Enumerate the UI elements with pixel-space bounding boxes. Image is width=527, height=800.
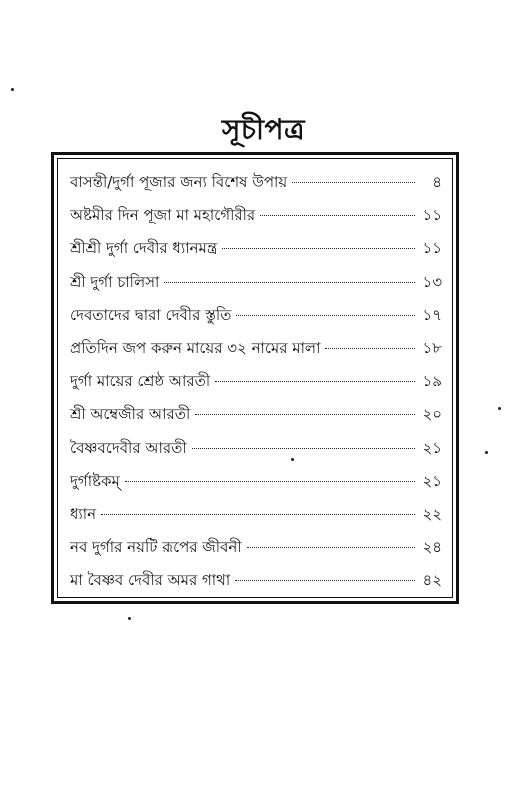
- dot-leader: [192, 448, 415, 449]
- toc-entry[interactable]: [70, 171, 442, 204]
- dot-leader: [164, 282, 415, 283]
- toc-entry-title: ধ্যান: [70, 504, 97, 523]
- toc-entry[interactable]: [70, 437, 442, 470]
- toc-entry-title: প্রতিদিন জপ করুন মায়ের ৩২ নামের মালা: [70, 338, 321, 357]
- toc-entry[interactable]: [70, 237, 442, 270]
- toc-entry-page: ২২: [422, 504, 442, 523]
- toc-entry-page: ১৮: [422, 338, 442, 357]
- dot-leader: [247, 547, 415, 548]
- toc-entry-page: ১১: [422, 206, 442, 225]
- dot-leader: [236, 315, 415, 316]
- dot-leader: [222, 248, 415, 249]
- toc-entry[interactable]: [70, 403, 442, 436]
- toc-entry[interactable]: [70, 304, 442, 337]
- toc-entry-title: শ্রী দুর্গা চালিসা: [70, 272, 160, 291]
- toc-entry-page: ২১: [422, 471, 442, 490]
- page-title: সূচীপত্র: [221, 113, 306, 146]
- toc-entry-title: শ্রীশ্রী দুর্গা দেবীর ধ্যানমন্ত্র: [70, 239, 218, 258]
- toc-entry-title: নব দুর্গার নয়টি রূপের জীবনী: [70, 538, 242, 557]
- toc-entry-page: ১৯: [422, 372, 442, 391]
- toc-entry-title: বৈষ্ণবদেবীর আরতী: [70, 438, 187, 457]
- paper-speck: [11, 88, 14, 91]
- toc-entry[interactable]: [70, 337, 442, 370]
- toc-entry-title: দুর্গাষ্টকম্: [70, 471, 120, 490]
- paper-speck: [485, 451, 488, 454]
- dot-leader: [101, 514, 415, 515]
- paper-speck: [498, 407, 501, 410]
- toc-entry-page: ৪: [432, 173, 442, 191]
- toc-list: [70, 171, 442, 602]
- paper-speck: [128, 617, 131, 620]
- toc-entry-title: অষ্টমীর দিন পূজা মা মহাগৌরীর: [70, 206, 256, 225]
- toc-entry-page: ১৩: [422, 272, 442, 291]
- toc-entry[interactable]: [70, 470, 442, 503]
- toc-entry-title: শ্রী অম্বেজীর আরতী: [70, 405, 191, 424]
- toc-entry[interactable]: [70, 503, 442, 536]
- toc-entry-title: বাসন্তী/দুর্গা পূজার জন্য বিশেষ উপায়: [70, 173, 288, 191]
- dot-leader: [195, 414, 415, 415]
- toc-entry-page: ১১: [422, 239, 442, 258]
- toc-entry[interactable]: [70, 271, 442, 304]
- dot-leader: [235, 580, 415, 581]
- toc-entry-page: ১৭: [422, 305, 442, 324]
- toc-entry-page: ২১: [422, 438, 442, 457]
- toc-entry[interactable]: [70, 204, 442, 237]
- toc-entry-title: দুর্গা মায়ের শ্রেষ্ঠ আরতী: [70, 372, 211, 391]
- dot-leader: [260, 215, 415, 216]
- toc-entry-title: মা বৈষ্ণব দেবীর অমর গাথা: [70, 571, 231, 590]
- toc-entry[interactable]: [70, 370, 442, 403]
- toc-entry-page: ২৪: [422, 538, 442, 557]
- dot-leader: [292, 182, 415, 183]
- toc-inner-border: [57, 158, 453, 598]
- dot-leader: [325, 348, 415, 349]
- table-of-contents: [51, 152, 459, 604]
- toc-entry-title: দেবতাদের দ্বারা দেবীর স্তুতি: [70, 305, 232, 324]
- toc-entry-page: ২০: [422, 405, 442, 424]
- dot-leader: [125, 481, 415, 482]
- toc-entry[interactable]: [70, 569, 442, 602]
- toc-entry[interactable]: [70, 536, 442, 569]
- toc-entry-page: ৪২: [422, 571, 442, 590]
- dot-leader: [215, 381, 415, 382]
